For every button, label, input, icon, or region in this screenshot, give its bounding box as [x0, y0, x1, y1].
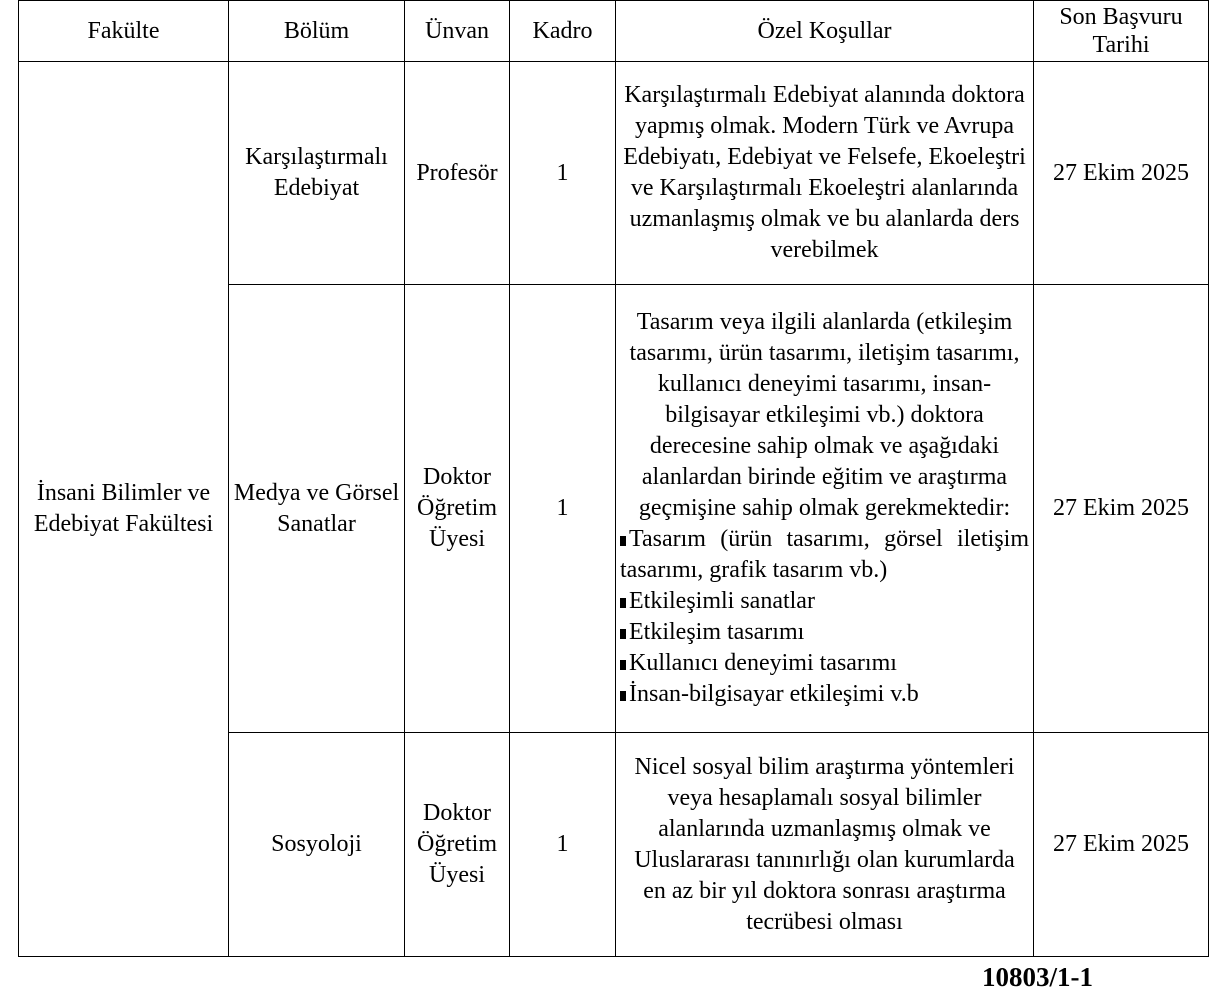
- kadro-cell: 1: [510, 733, 616, 957]
- ozel-kosullar-text: Tasarım veya ilgili alanlarda (etkileşim tasarımı, ürün tasarımı, iletişim tasarımı, kullanıcı deneyimi tasarımı, insan- bilgisayar etkileşimi vb.) doktora derecesine sahip olmak ve aşağıdaki alanlardan birinde eğitim ve araştırma geçmişine sahip olmak gerekmektedir:: [629, 309, 1020, 521]
- bullet-item: İnsan-bilgisayar etkileşimi v.b: [620, 679, 1029, 710]
- header-son-basvuru-line1: Son Başvuru: [1059, 4, 1183, 30]
- square-bullet-icon: [620, 598, 626, 608]
- square-bullet-icon: [620, 629, 626, 639]
- bullet-item: Tasarım (ürün tasarımı, görsel iletişim tasarımı, grafik tasarım vb.): [620, 526, 1029, 583]
- kadro-cell: 1: [510, 62, 616, 285]
- bullet-item: Etkileşim tasarımı: [620, 617, 1029, 648]
- unvan-cell: Doktor Öğretim Üyesi: [405, 285, 510, 733]
- square-bullet-icon: [620, 660, 626, 670]
- header-row: [19, 1, 1209, 62]
- bolum-cell: Medya ve Görsel Sanatlar: [229, 285, 405, 733]
- tarih-cell: 27 Ekim 2025: [1034, 62, 1209, 285]
- bullet-item: Kullanıcı deneyimi tasarımı: [620, 648, 1029, 679]
- header-ozel-kosullar: Özel Koşullar: [616, 1, 1034, 62]
- bolum-cell: Sosyoloji: [229, 733, 405, 957]
- square-bullet-icon: [620, 691, 626, 701]
- tarih-cell: 27 Ekim 2025: [1034, 733, 1209, 957]
- ozel-kosullar-cell: Nicel sosyal bilim araştırma yöntemleri veya hesaplamalı sosyal bilimler alanlarında uzmanlaşmış olmak ve Uluslararası tanınırlığı olan kurumlarda en az bir yıl doktora sonrası araştırma tecrübesi olması: [616, 733, 1034, 957]
- kadro-cell: 1: [510, 285, 616, 733]
- bullet-item: Etkileşimli sanatlar: [620, 586, 1029, 617]
- tarih-cell: 27 Ekim 2025: [1034, 285, 1209, 733]
- ozel-kosullar-cell: Karşılaştırmalı Edebiyat alanında doktora yapmış olmak. Modern Türk ve Avrupa Edebiyatı, Edebiyat ve Felsefe, Ekoeleştri ve Karşılaştırmalı Ekoeleştri alanlarında uzmanlaşmış olmak ve bu alanlarda ders verebilmek: [616, 62, 1034, 285]
- ozel-kosullar-cell: [616, 285, 1034, 733]
- header-fakulte: Fakülte: [19, 1, 229, 62]
- header-bolum: Bölüm: [229, 1, 405, 62]
- faculty-cell: İnsani Bilimler ve Edebiyat Fakültesi: [19, 62, 229, 957]
- bolum-cell: Karşılaştırmalı Edebiyat: [229, 62, 405, 285]
- square-bullet-icon: [620, 536, 626, 546]
- header-kadro: Kadro: [510, 1, 616, 62]
- header-unvan: Ünvan: [405, 1, 510, 62]
- header-son-basvuru-line2: Tarihi: [1092, 32, 1150, 58]
- unvan-cell: Doktor Öğretim Üyesi: [405, 733, 510, 957]
- document-reference-number: 10803/1-1: [982, 962, 1093, 992]
- position-table: [18, 0, 1209, 957]
- header-son-basvuru: [1034, 1, 1209, 62]
- table-row: [19, 62, 1209, 285]
- unvan-cell: Profesör: [405, 62, 510, 285]
